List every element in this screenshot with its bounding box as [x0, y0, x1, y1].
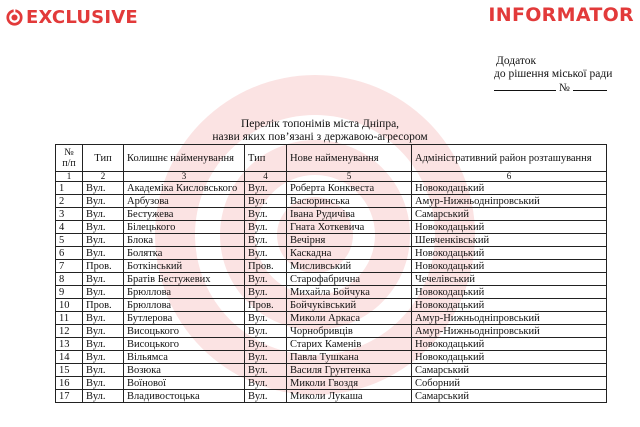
row-number: 13: [56, 338, 83, 351]
row-district: Соборний: [412, 377, 607, 390]
header-type-new: Тип: [245, 145, 287, 172]
row-district: Амур-Нижньодніпровський: [412, 325, 607, 338]
row-new-name: Чорнобривців: [287, 325, 412, 338]
table-row: [56, 221, 607, 234]
row-number: 14: [56, 351, 83, 364]
row-number: 4: [56, 221, 83, 234]
row-new-name: Мисливський: [287, 260, 412, 273]
row-new-type: Вул.: [245, 364, 287, 377]
addendum-title: Додаток: [496, 55, 537, 67]
header-district: Адміністративний район розташування: [412, 145, 607, 172]
brand-exclusive-text: EXCLUSIVE: [26, 6, 138, 28]
table-row: [56, 182, 607, 195]
table-row: [56, 195, 607, 208]
row-number: 11: [56, 312, 83, 325]
brand-exclusive: [6, 6, 138, 28]
row-new-name: Івана Рудичіва: [287, 208, 412, 221]
row-number: 3: [56, 208, 83, 221]
column-number: 5: [287, 172, 412, 182]
row-district: Новокодацький: [412, 351, 607, 364]
row-number: 8: [56, 273, 83, 286]
row-type: Вул.: [83, 325, 124, 338]
brand-informator: INFORMATOR: [488, 4, 634, 26]
header-type: Тип: [83, 145, 124, 172]
row-new-type: Пров.: [245, 260, 287, 273]
row-new-name: Миколи Лукаша: [287, 390, 412, 403]
row-number: 15: [56, 364, 83, 377]
row-type: Вул.: [83, 208, 124, 221]
table-row: [56, 312, 607, 325]
row-district: Новокодацький: [412, 299, 607, 312]
row-new-name: Старих Каменів: [287, 338, 412, 351]
row-new-type: Вул.: [245, 195, 287, 208]
row-former-name: Владивостоцька: [124, 390, 245, 403]
row-type: Вул.: [83, 351, 124, 364]
row-new-type: Вул.: [245, 208, 287, 221]
header-former-name: Колишнє найменування: [124, 145, 245, 172]
title-line-2: назви яких пов’язані з державою-агресором: [212, 131, 428, 143]
header-number: № п/п: [56, 145, 83, 172]
row-new-type: Вул.: [245, 221, 287, 234]
row-district: Новокодацький: [412, 182, 607, 195]
row-number: 9: [56, 286, 83, 299]
row-district: Новокодацький: [412, 338, 607, 351]
row-number: 10: [56, 299, 83, 312]
row-new-name: Бойчуківський: [287, 299, 412, 312]
row-new-type: Вул.: [245, 273, 287, 286]
row-new-name: Гната Хоткевича: [287, 221, 412, 234]
row-type: Пров.: [83, 260, 124, 273]
table-row: [56, 338, 607, 351]
row-former-name: Висоцького: [124, 338, 245, 351]
row-former-name: Вільямса: [124, 351, 245, 364]
row-district: Шевченківський: [412, 234, 607, 247]
row-new-name: Миколи Аркаса: [287, 312, 412, 325]
row-former-name: Боткінський: [124, 260, 245, 273]
row-type: Вул.: [83, 390, 124, 403]
row-former-name: Білецького: [124, 221, 245, 234]
row-former-name: Брюллова: [124, 299, 245, 312]
row-number: 6: [56, 247, 83, 260]
row-former-name: Возюка: [124, 364, 245, 377]
row-district: Амур-Нижньодніпровський: [412, 312, 607, 325]
table-row: [56, 208, 607, 221]
row-number: 16: [56, 377, 83, 390]
addendum-number-mark: №: [558, 82, 570, 94]
title-line-1: Перелік топонімів міста Дніпра,: [240, 118, 400, 130]
row-type: Вул.: [83, 312, 124, 325]
row-type: Вул.: [83, 377, 124, 390]
table-header-row: [56, 145, 607, 172]
target-logo-icon: [6, 9, 23, 26]
row-type: Вул.: [83, 182, 124, 195]
row-type: Вул.: [83, 195, 124, 208]
toponyms-table: [55, 144, 607, 403]
row-district: Новокодацький: [412, 221, 607, 234]
row-new-name: Васюринська: [287, 195, 412, 208]
row-new-name: Миколи Гвоздя: [287, 377, 412, 390]
addendum-subtitle: до рішення міської ради: [494, 68, 613, 80]
row-new-type: Вул.: [245, 247, 287, 260]
row-new-type: Вул.: [245, 234, 287, 247]
row-new-type: Вул.: [245, 286, 287, 299]
row-type: Вул.: [83, 286, 124, 299]
row-district: Новокодацький: [412, 286, 607, 299]
row-new-type: Пров.: [245, 299, 287, 312]
row-number: 7: [56, 260, 83, 273]
row-former-name: Академіка Кисловського: [124, 182, 245, 195]
row-number: 2: [56, 195, 83, 208]
row-type: Вул.: [83, 234, 124, 247]
row-former-name: Бестужева: [124, 208, 245, 221]
row-type: Вул.: [83, 364, 124, 377]
table-row: [56, 273, 607, 286]
row-new-type: Вул.: [245, 312, 287, 325]
row-district: Амур-Нижньодніпровський: [412, 195, 607, 208]
table-row: [56, 234, 607, 247]
row-former-name: Бутлерова: [124, 312, 245, 325]
table-row: [56, 260, 607, 273]
row-district: Самарський: [412, 208, 607, 221]
column-number: 3: [124, 172, 245, 182]
row-type: Вул.: [83, 273, 124, 286]
column-number: 6: [412, 172, 607, 182]
header-new-name: Нове найменування: [287, 145, 412, 172]
row-type: Пров.: [83, 299, 124, 312]
column-number: 2: [83, 172, 124, 182]
table-row: [56, 351, 607, 364]
row-number: 17: [56, 390, 83, 403]
table-row: [56, 390, 607, 403]
row-district: Новокодацький: [412, 260, 607, 273]
table-row: [56, 299, 607, 312]
row-former-name: Брюллова: [124, 286, 245, 299]
row-former-name: Блока: [124, 234, 245, 247]
document-title: [0, 118, 640, 144]
row-new-name: Василя Грунтенка: [287, 364, 412, 377]
row-new-name: Старофабрична: [287, 273, 412, 286]
row-new-type: Вул.: [245, 325, 287, 338]
row-new-type: Вул.: [245, 351, 287, 364]
addendum-block: [494, 55, 612, 95]
table-row: [56, 325, 607, 338]
row-number: 12: [56, 325, 83, 338]
row-former-name: Братів Бестужевих: [124, 273, 245, 286]
row-new-type: Вул.: [245, 338, 287, 351]
row-former-name: Арбузова: [124, 195, 245, 208]
table-row: [56, 286, 607, 299]
row-new-name: Вечірня: [287, 234, 412, 247]
row-new-type: Вул.: [245, 390, 287, 403]
table-row: [56, 377, 607, 390]
row-new-type: Вул.: [245, 182, 287, 195]
row-type: Вул.: [83, 221, 124, 234]
row-new-name: Павла Тушкана: [287, 351, 412, 364]
row-type: Вул.: [83, 247, 124, 260]
table-row: [56, 247, 607, 260]
column-number: 1: [56, 172, 83, 182]
addendum-date-number: [494, 81, 612, 95]
row-district: Новокодацький: [412, 247, 607, 260]
row-district: Самарський: [412, 390, 607, 403]
row-former-name: Болятка: [124, 247, 245, 260]
column-number: 4: [245, 172, 287, 182]
row-new-name: Роберта Конквеста: [287, 182, 412, 195]
row-new-type: Вул.: [245, 377, 287, 390]
row-new-name: Михайла Бойчука: [287, 286, 412, 299]
table-body: [56, 182, 607, 403]
row-new-name: Каскадна: [287, 247, 412, 260]
row-number: 1: [56, 182, 83, 195]
row-number: 5: [56, 234, 83, 247]
table-row: [56, 364, 607, 377]
row-former-name: Воїнової: [124, 377, 245, 390]
row-former-name: Висоцького: [124, 325, 245, 338]
row-district: Самарський: [412, 364, 607, 377]
row-type: Вул.: [83, 338, 124, 351]
row-district: Чечелівський: [412, 273, 607, 286]
column-number-row: [56, 172, 607, 182]
